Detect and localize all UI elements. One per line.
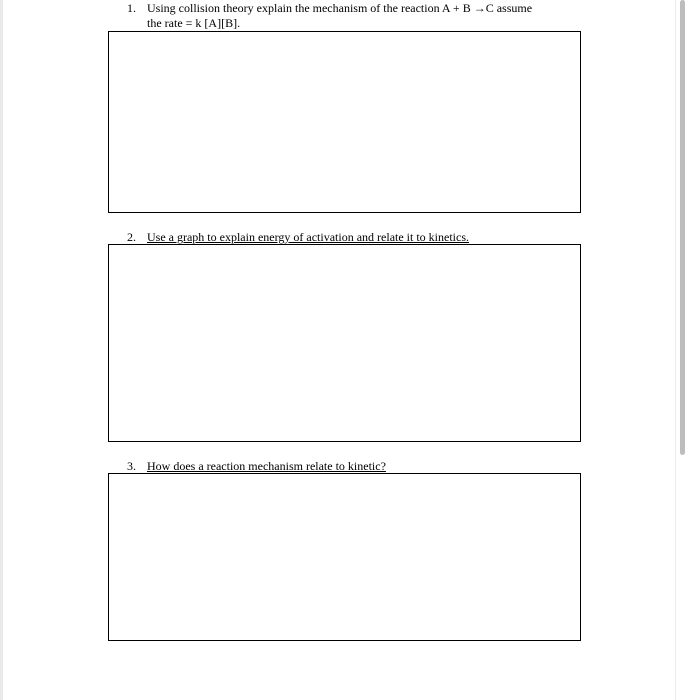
question-3 — [127, 459, 386, 474]
scrollbar-thumb[interactable] — [680, 0, 685, 455]
answer-box-2[interactable] — [108, 244, 581, 442]
answer-box-1[interactable] — [108, 31, 581, 213]
question-2 — [127, 230, 469, 245]
scrollbar[interactable] — [675, 0, 689, 700]
question-1-number: 1. — [127, 1, 136, 15]
question-1-text-line1: Using collision theory explain the mechanism of the reaction A + B →C assume — [147, 1, 533, 15]
question-2-number: 2. — [127, 230, 136, 244]
question-3-text: How does a reaction mechanism relate to kinetic? — [147, 459, 386, 473]
question-2-text: Use a graph to explain energy of activation and relate it to kinetics. — [147, 230, 470, 244]
question-1-text-line2: the rate = k [A][B]. — [147, 16, 241, 30]
answer-box-3[interactable] — [108, 473, 581, 641]
scrollbar-track — [675, 0, 676, 700]
question-3-number: 3. — [127, 459, 136, 473]
page-left-edge — [0, 0, 3, 700]
question-1 — [127, 1, 532, 31]
